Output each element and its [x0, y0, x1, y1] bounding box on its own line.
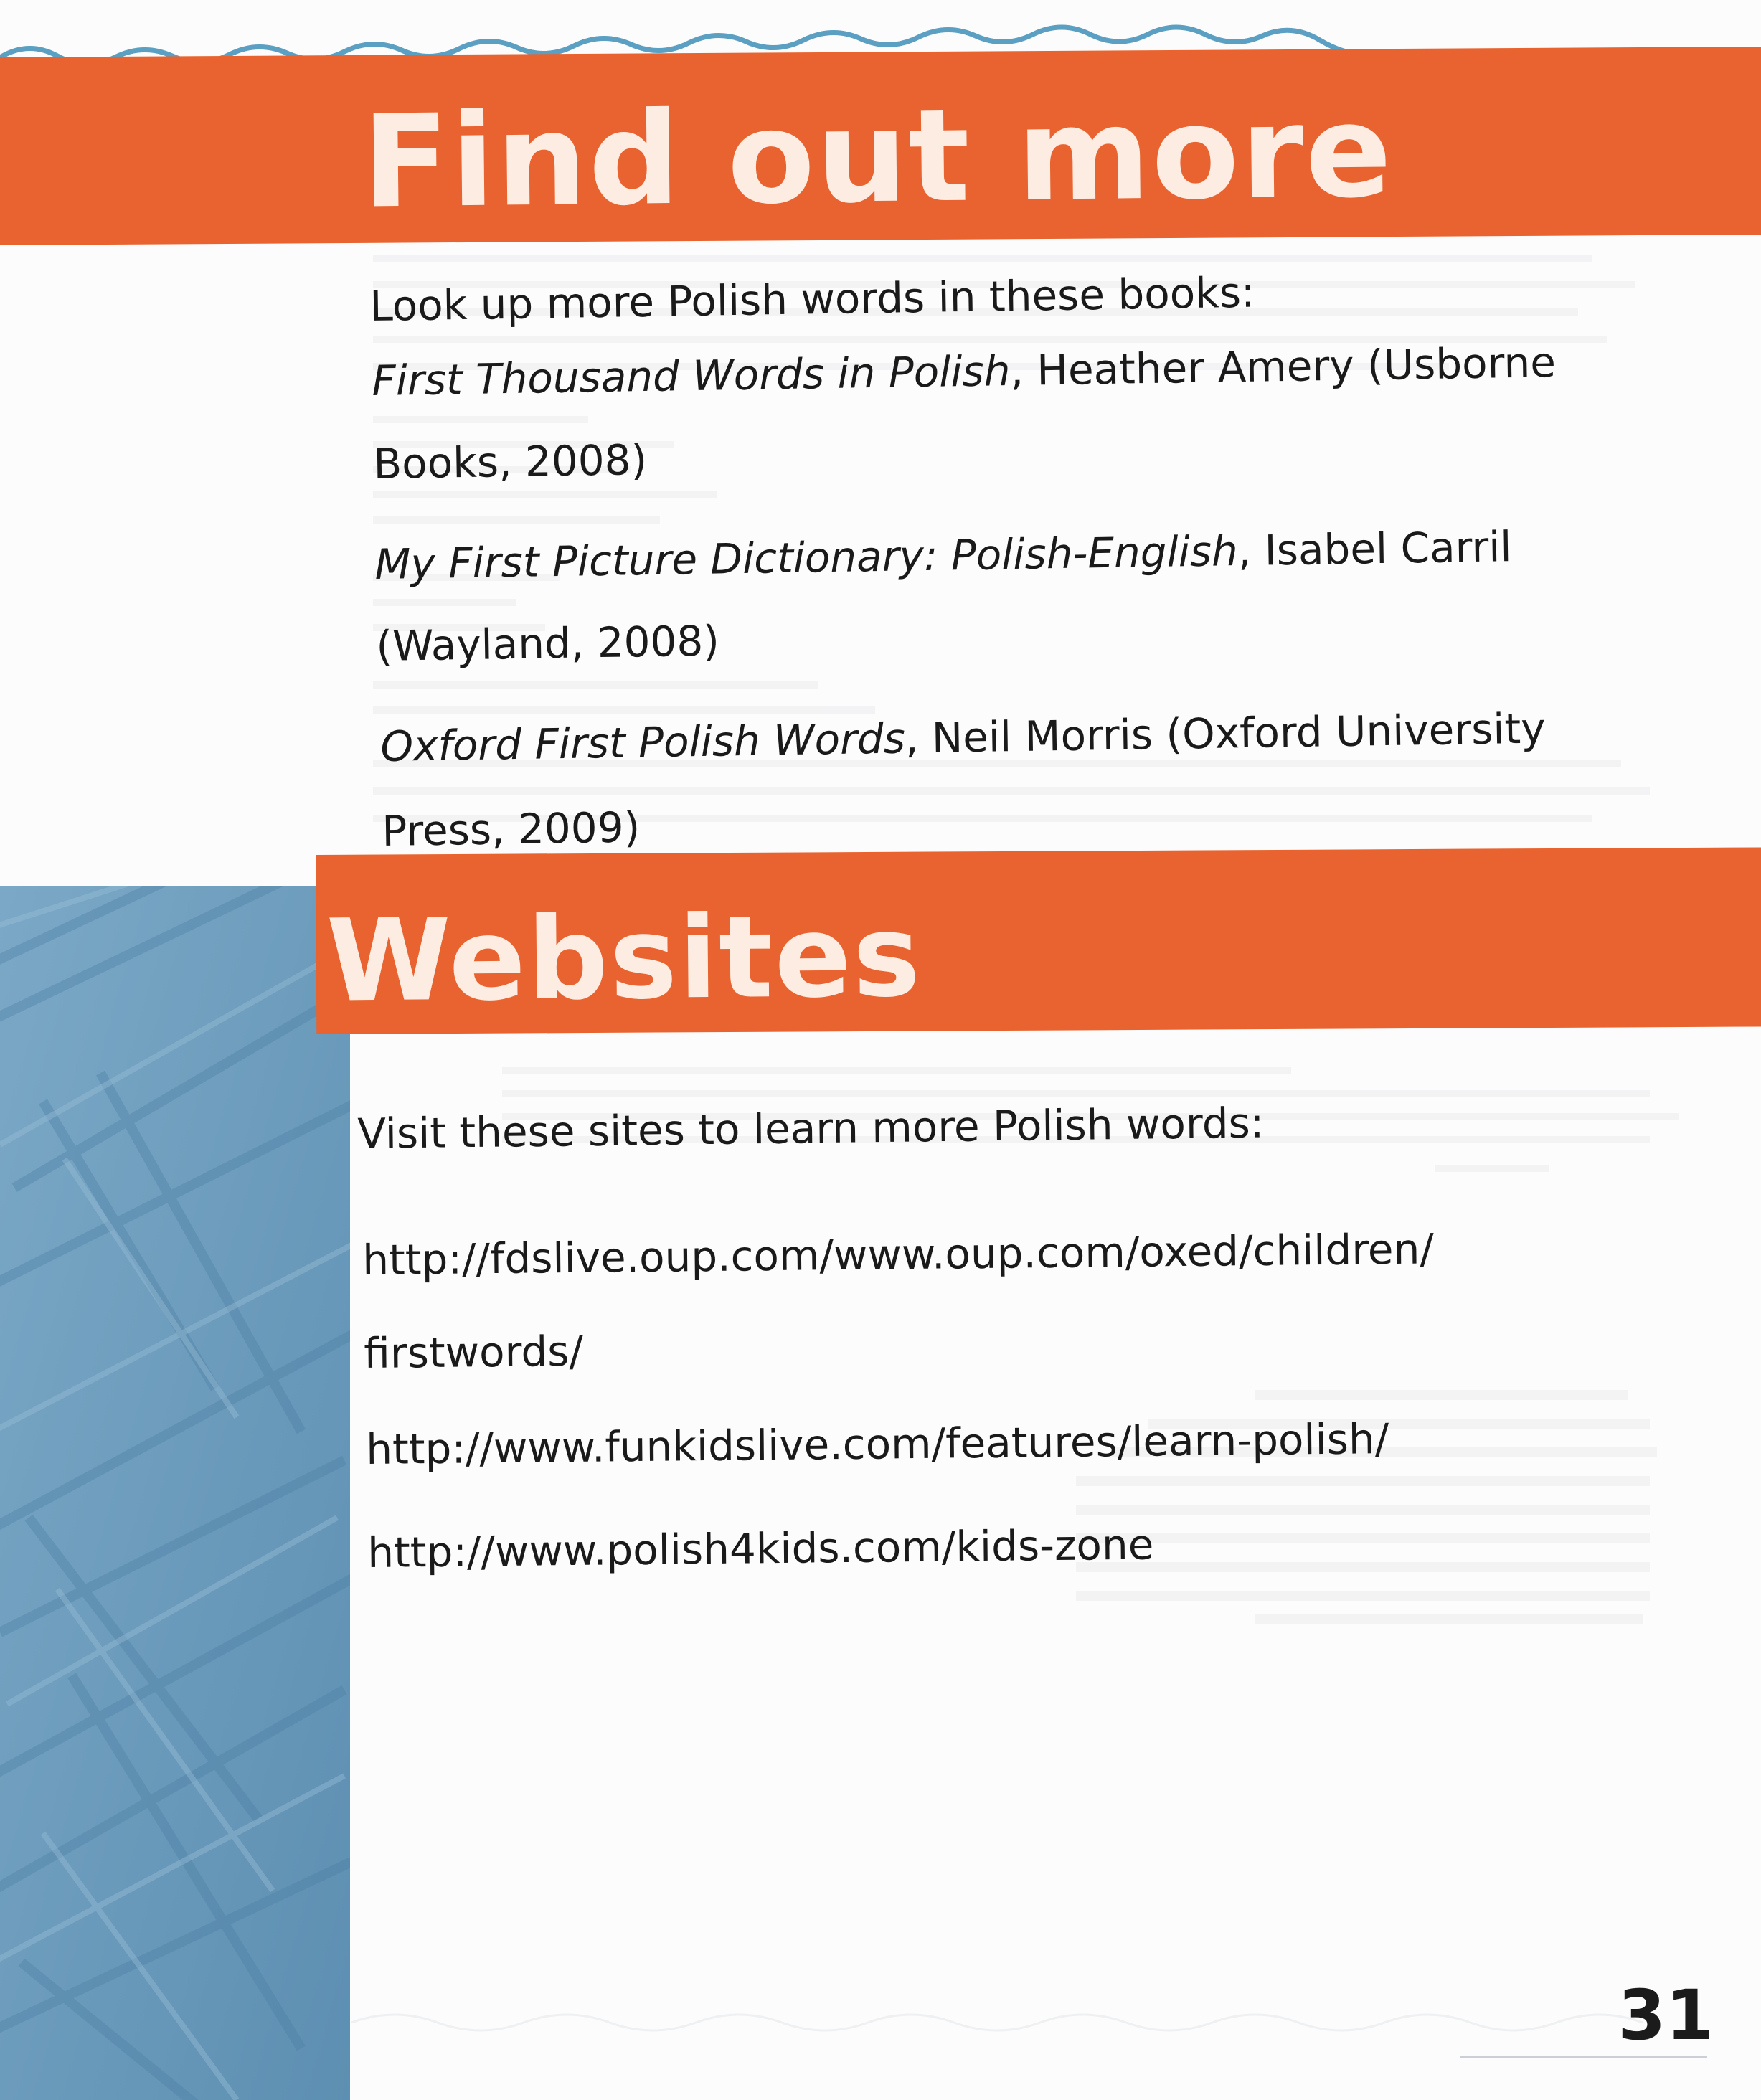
blue-textured-panel [0, 886, 350, 2100]
book-entry-3-line2: Press, 2009) [381, 803, 641, 856]
website-link-1-line1[interactable]: http://fdslive.oup.com/www.oup.com/oxed/children/ [362, 1224, 1435, 1285]
website-link-2[interactable]: http://www.funkidslive.com/features/learn-polish/ [365, 1414, 1389, 1474]
book-details-2: , Isabel Carril [1237, 522, 1512, 576]
websites-intro: Visit these sites to learn more Polish words: [357, 1098, 1265, 1158]
website-link-3[interactable]: http://www.polish4kids.com/kids-zone [367, 1520, 1154, 1577]
books-intro: Look up more Polish words in these books: [369, 268, 1256, 331]
book-title-1: First Thousand Words in Polish [371, 346, 1011, 405]
book-title-3: Oxford First Polish Words [379, 714, 906, 771]
book-entry-2-line1 [374, 522, 1512, 589]
book-entry-1-line1 [371, 338, 1557, 405]
book-entry-3-line1 [379, 704, 1547, 771]
book-entry-2-line2: (Wayland, 2008) [375, 616, 720, 671]
section-heading-find-out-more: Find out more [361, 77, 1394, 237]
section-heading-websites: Websites [326, 890, 922, 1028]
book-details-3: , Neil Morris (Oxford University [905, 704, 1547, 763]
book-details-1: , Heather Amery (Usborne [1009, 338, 1557, 396]
website-link-1-line2[interactable]: firstwords/ [363, 1326, 584, 1378]
page-number: 31 [1618, 1975, 1714, 2056]
book-entry-1-line2: Books, 2008) [372, 435, 648, 488]
book-title-2: My First Picture Dictionary: Polish-English [374, 526, 1239, 589]
